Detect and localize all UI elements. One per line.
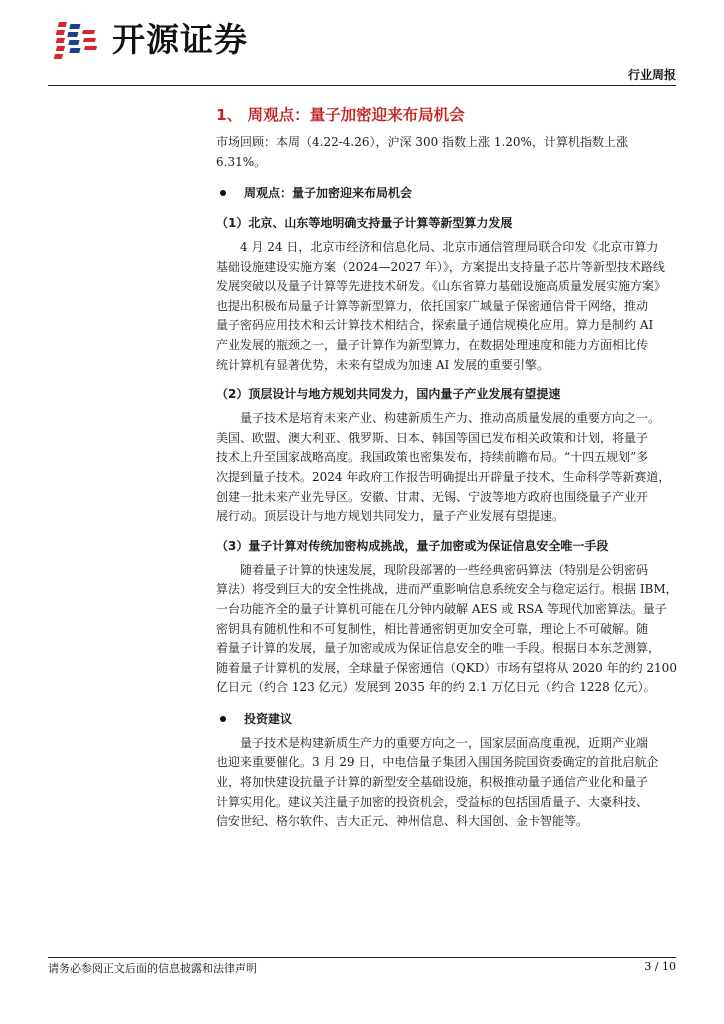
- paragraph-line: 创建一批未来产业先导区。安徽、甘肃、无锡、宁波等地方政府也围绕量子产业开: [216, 489, 649, 504]
- bullet-weekly-view-label: 周观点：量子加密迎来布局机会: [244, 186, 413, 200]
- subsection-2-body: [216, 409, 678, 527]
- bullet-investment-advice-label: 投资建议: [244, 711, 293, 726]
- subsection-2-title: （2）顶层设计与地方规划共同发力，国内量子产业发展有望提速: [216, 387, 561, 402]
- paragraph-line: 美国、欧盟、澳大利亚、俄罗斯、日本、韩国等国已发布相关政策和计划，将量子: [216, 430, 649, 445]
- paragraph-line: 随着量子计算机的发展，全球量子保密通信（QKD）市场有望将从 2020 年的约 2100: [216, 660, 677, 675]
- paragraph-line: 业，将加快建设抗量子计算的新型安全基础设施，积极推动量子通信产业化和量子: [216, 775, 649, 790]
- logo-mark-icon: [48, 18, 106, 62]
- bullet-dot-icon: [220, 190, 226, 196]
- paragraph-line: 也迎来重要催化。3 月 29 日，中电信量子集团入围国务院国资委确定的首批启航企: [216, 755, 659, 770]
- paragraph-line: 量子密码应用技术和云计算技术相结合，探索量子通信规模化应用。算力是制约 AI: [216, 318, 654, 333]
- paragraph-line: 密钥具有随机性和不可复制性，相比普通密钥更加安全可靠，理论上不可破解。随: [216, 621, 649, 636]
- footer-disclaimer: 请务必参阅正文后面的信息披露和法律声明: [48, 962, 257, 975]
- footer-divider: [48, 957, 676, 958]
- brand-name: 开源证券: [112, 20, 248, 59]
- page-header: [0, 0, 724, 92]
- section-title: 1、 周观点：量子加密迎来布局机会: [216, 106, 465, 124]
- paragraph-line: 着量子计算的发展，量子加密或成为保证信息安全的唯一手段。根据日本东芝测算，: [216, 641, 661, 656]
- bullet-dot-icon: [220, 716, 226, 722]
- paragraph-line: 也提出积极布局量子计算等新型算力，依托国家广域量子保密通信骨干网络，推动: [216, 298, 649, 313]
- paragraph-line: 统计算机有显著优势，未来有望成为加速 AI 发展的重要引擎。: [216, 357, 550, 372]
- paragraph-line: 算法）将受到巨大的安全性挑战，进而严重影响信息系统安全与稳定运行。根据 IBM，: [216, 582, 678, 597]
- subsection-3-title: （3）量子计算对传统加密构成挑战，量子加密或为保证信息安全唯一手段: [216, 538, 609, 553]
- paragraph-line: 信安世纪、格尔软件、吉大正元、神州信息、科大国创、金卡智能等。: [216, 814, 589, 829]
- subsection-1-body: [216, 238, 678, 375]
- paragraph-line: 计算实用化。建议关注量子加密的投资机会，受益标的包括国盾量子、大豪科技、: [216, 794, 649, 809]
- paragraph-line: 产业发展的瓶颈之一，量子计算作为新型算力，在数据处理速度和能力方面相比传: [216, 337, 649, 352]
- brand-logo: [48, 18, 248, 62]
- market-review: 市场回顾：本周（4.22-4.26），沪深 300 指数上涨 1.20%，计算机指数上涨 6.31%。: [216, 135, 628, 169]
- investment-advice-body: [216, 734, 678, 832]
- subsection-1-title: （1）北京、山东等地明确支持量子计算等新型算力发展: [216, 216, 513, 230]
- report-type-label: 行业周报: [627, 68, 676, 82]
- paragraph-line: 发展突破以及量子计算等先进技术研发。《山东省算力基础设施高质量发展实施方案》: [216, 279, 667, 294]
- paragraph-line: 随着量子计算的快速发展，现阶段部署的一些经典密码算法（特别是公钥密码: [240, 562, 649, 577]
- subsection-3-body: [216, 561, 678, 698]
- paragraph-line: 4 月 24 日，北京市经济和信息化局、北京市通信管理局联合印发《北京市算力: [240, 240, 659, 254]
- paragraph-line: 次提到量子技术。2024 年政府工作报告明确提出开辟量子技术、生命科学等新赛道，: [216, 469, 671, 484]
- paragraph-line: 量子技术是培育未来产业、构建新质生产力、推动高质量发展的重要方向之一。: [240, 411, 661, 426]
- bullet-investment-advice: [216, 708, 678, 730]
- paragraph-line: 量子技术是构建新质生产力的重要方向之一，国家层面高度重视，近期产业端: [240, 735, 649, 750]
- paragraph-line: 基础设施建设实施方案（2024—2027 年）》，方案提出支持量子芯片等新型技术路线: [216, 259, 665, 274]
- main-content: [216, 96, 678, 832]
- bullet-weekly-view: [216, 182, 678, 204]
- header-divider: [48, 85, 676, 86]
- paragraph-line: 亿日元（约合 123 亿元）发展到 2035 年的约 2.1 万亿日元（约合 1228 亿元）。: [216, 680, 656, 695]
- paragraph-line: 技术上升至国家战略高度。我国政策也密集发布，持续前瞻布局。“十四五规划”多: [216, 450, 649, 465]
- paragraph-line: 展行动。顶层设计与地方规划共同发力，量子产业发展有望提速。: [216, 509, 565, 524]
- paragraph-line: 一台功能齐全的量子计算机可能在几分钟内破解 AES 或 RSA 等现代加密算法。量子: [216, 601, 667, 616]
- page-number: 3 / 10: [644, 960, 676, 973]
